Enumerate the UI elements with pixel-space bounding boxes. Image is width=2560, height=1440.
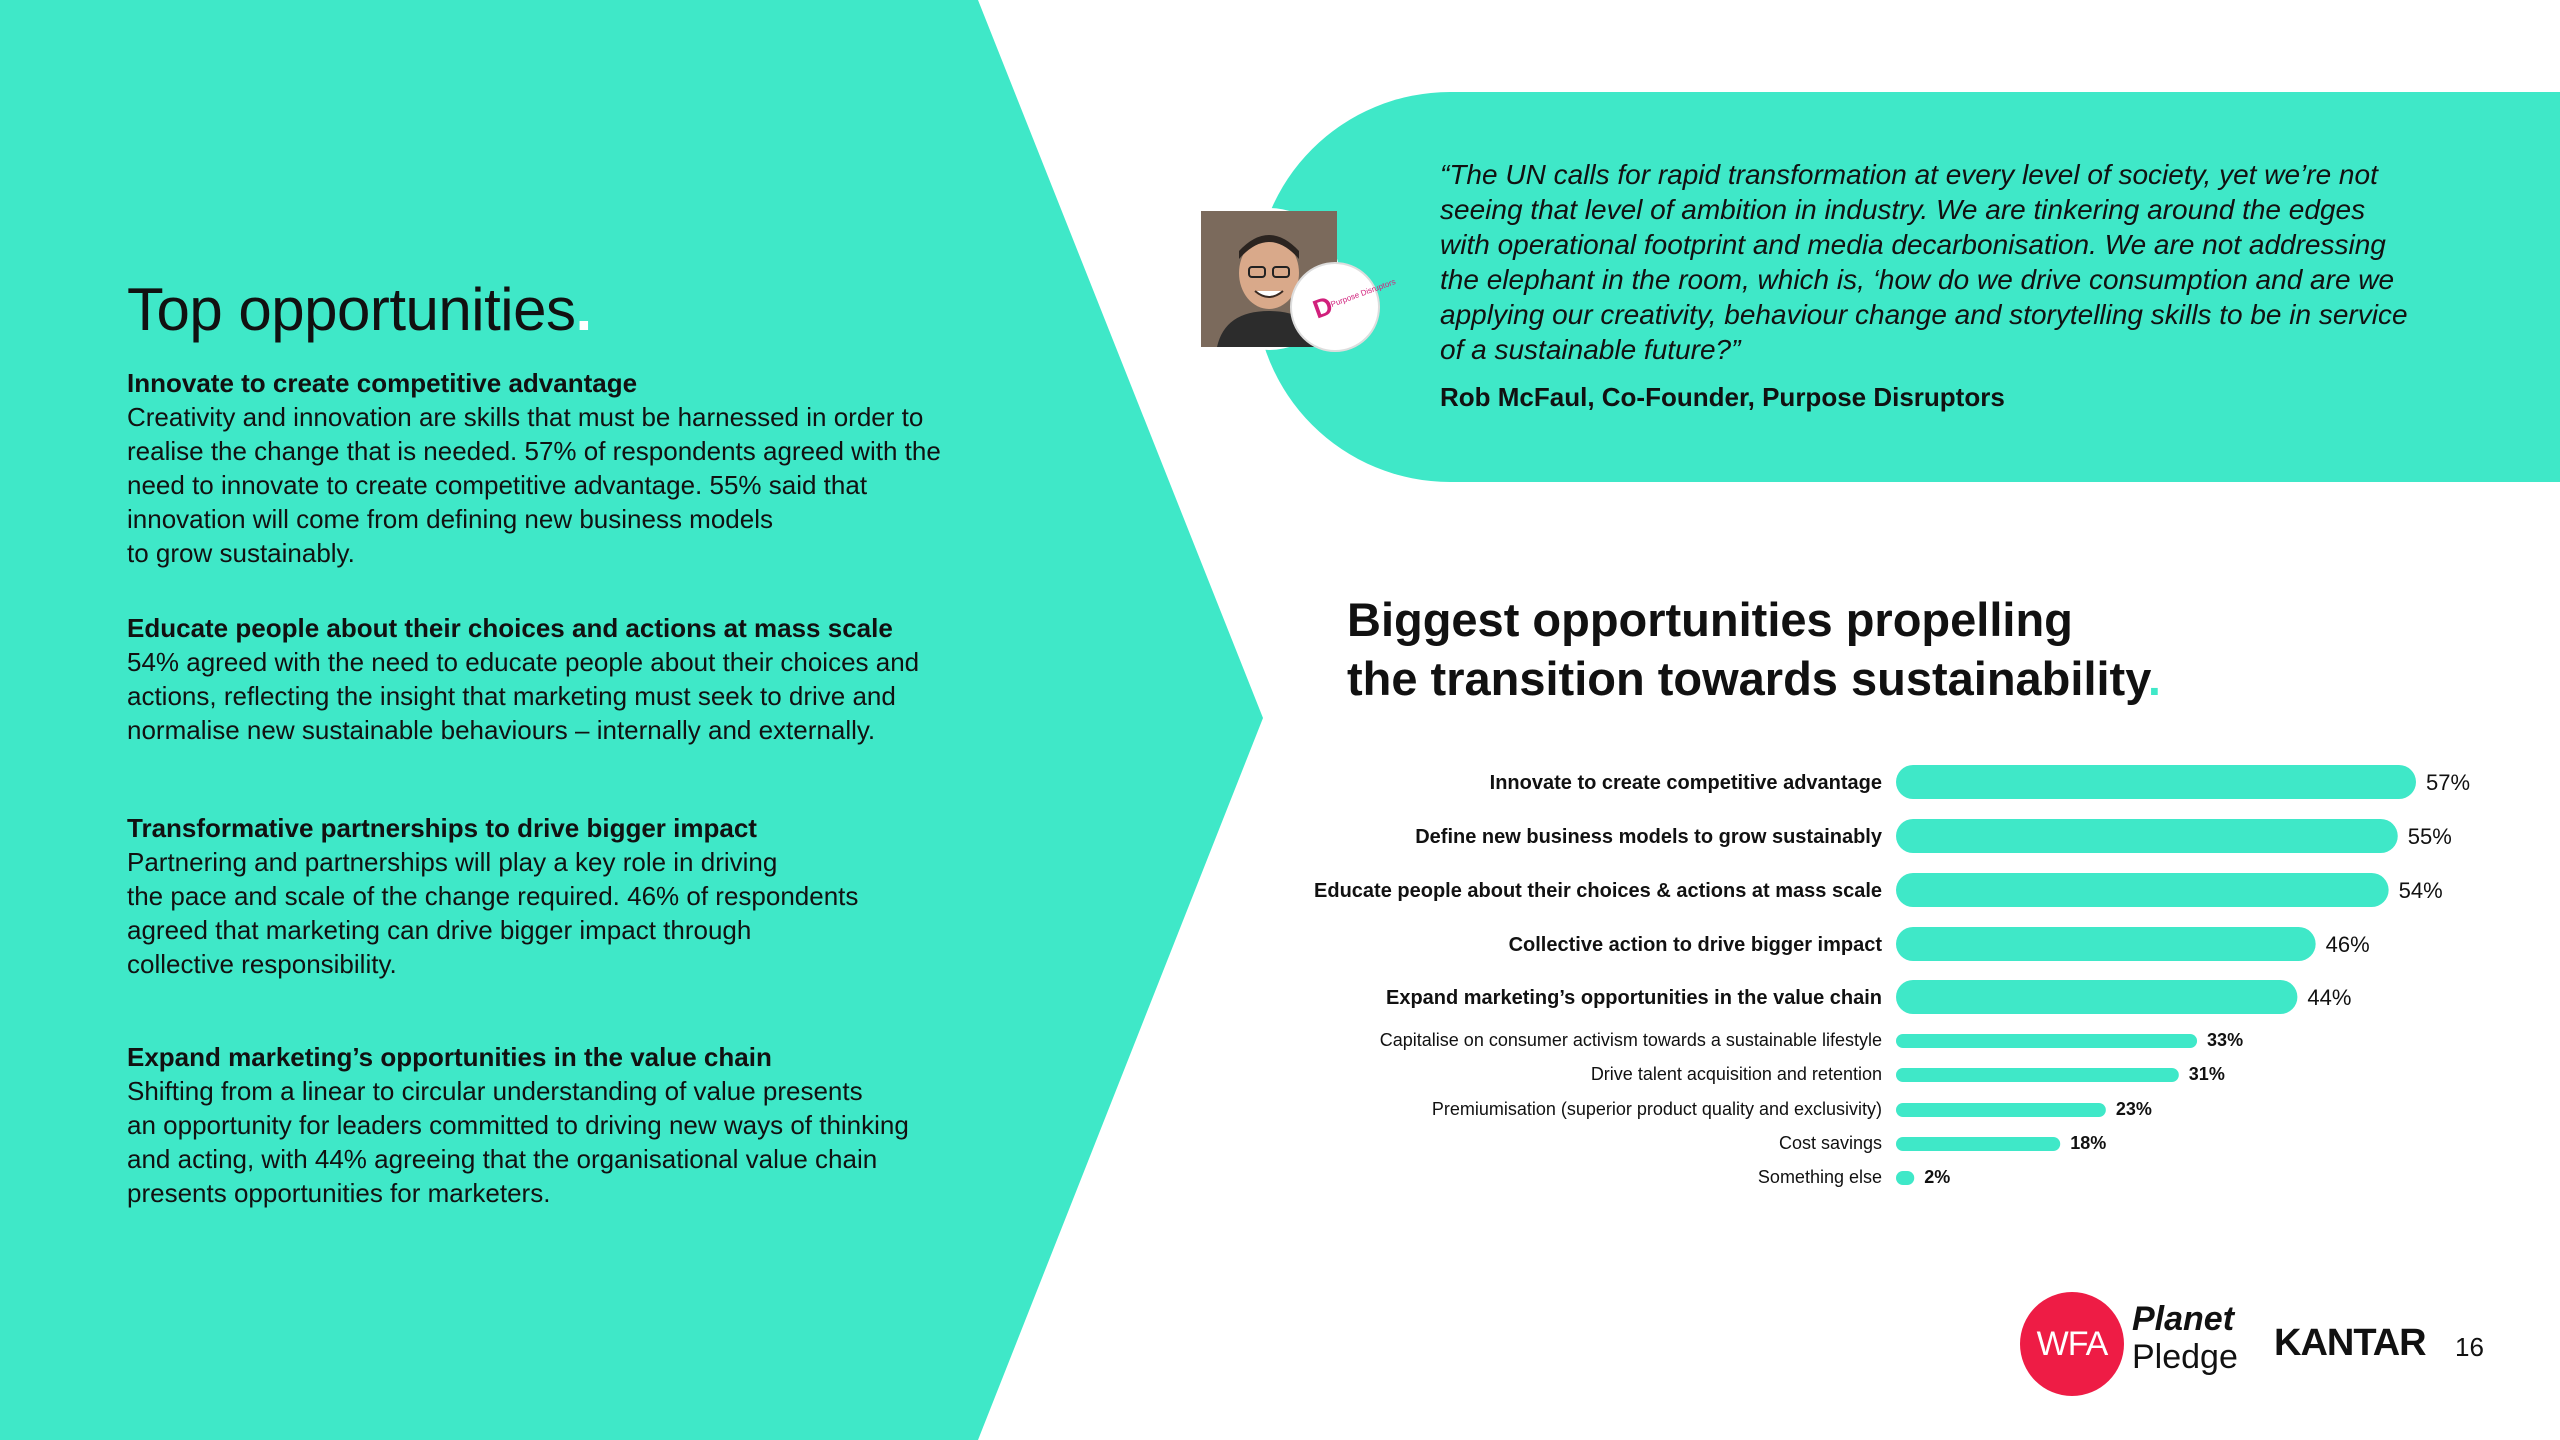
section-value-chain <box>127 1042 1047 1210</box>
value-label: 31% <box>2188 1064 2225 1084</box>
value-label: 44% <box>2307 985 2352 1010</box>
section-heading: Transformative partnerships to drive bigger impact <box>127 813 757 843</box>
value-label: 23% <box>2115 1099 2152 1119</box>
section-innovate <box>127 368 1047 570</box>
value-label: 57% <box>2426 770 2471 795</box>
section-body: 54% agreed with the need to educate people about their choices and actions, reflecting the insight that marketing must seek to drive and normalise new sustainable behaviours – internally and externally. <box>127 647 920 745</box>
bar <box>1896 1103 2106 1117</box>
section-heading: Educate people about their choices and actions at mass scale <box>127 613 893 643</box>
category-label: Collective action to drive bigger impact <box>1508 934 1882 956</box>
category-label: Expand marketing’s opportunities in the value chain <box>1385 987 1882 1009</box>
bar <box>1896 819 2398 853</box>
page-number: 16 <box>2455 1332 2484 1362</box>
planet-pledge-logo <box>2132 1300 2238 1376</box>
section-educate <box>127 613 1047 747</box>
value-label: 33% <box>2207 1030 2244 1050</box>
category-label: Cost savings <box>1778 1133 1882 1153</box>
category-label: Innovate to create competitive advantage <box>1489 772 1882 794</box>
value-label: 55% <box>2407 824 2452 849</box>
planet-text: Planet <box>2132 1300 2235 1338</box>
quote-text: “The UN calls for rapid transformation at every level of society, yet we’re not seeing that level of ambition in industry. We are tinkering around the edges with operational footprint and media decarbonisation. We are not addressing the elephant in the room, which is, ‘how do we drive consumption and are we applying our creativity, behaviour change and storytelling skills to be in service of a sustainable future?” <box>1440 159 2408 365</box>
quote-panel <box>1255 92 2560 482</box>
section-heading: Expand marketing’s opportunities in the value chain <box>127 1042 772 1072</box>
section-body: Creativity and innovation are skills that must be harnessed in order to realise the change that is needed. 57% of respondents agreed with the need to innovate to create competitive advantage. 55% said that innovation will come from defining new business models to grow sustainably. <box>127 402 941 568</box>
value-label: 54% <box>2398 878 2443 903</box>
bar <box>1896 873 2389 907</box>
value-label: 2% <box>1924 1167 1951 1187</box>
category-label: Premiumisation (superior product quality and exclusivity) <box>1431 1099 1882 1119</box>
purpose-disruptors-logo-icon <box>1292 264 1397 350</box>
pledge-text: Pledge <box>2132 1338 2238 1376</box>
bar <box>1896 1171 1914 1185</box>
bar <box>1896 927 2316 961</box>
category-label: Something else <box>1757 1167 1882 1187</box>
category-label: Drive talent acquisition and retention <box>1590 1064 1882 1084</box>
bar <box>1896 1137 2060 1151</box>
left-panel <box>127 270 1047 1208</box>
title-dot: . <box>575 276 592 343</box>
kantar-logo: KANTAR <box>2274 1322 2426 1364</box>
section-heading: Innovate to create competitive advantage <box>127 368 638 398</box>
page-title: Top opportunities. <box>127 276 592 343</box>
category-label: Capitalise on consumer activism towards a sustainable lifestyle <box>1379 1030 1882 1050</box>
section-body: Shifting from a linear to circular understanding of value presents an opportunity for leaders committed to driving new ways of thinking and acting, with 44% agreeing that the organisational value chain presents opportunities for marketers. <box>127 1076 909 1208</box>
section-body: Partnering and partnerships will play a key role in driving the pace and scale of the change required. 46% of respondents agreed that marketing can drive bigger impact through collective responsibility. <box>127 847 859 979</box>
opportunities-bar-chart <box>1280 750 2520 1200</box>
chart-title-dot: . <box>2147 652 2161 705</box>
category-label: Define new business models to grow sustainably <box>1415 826 1882 848</box>
quote-author: Rob McFaul, Co-Founder, Purpose Disruptors <box>1440 382 2005 412</box>
bar <box>1896 765 2416 799</box>
value-label: 18% <box>2070 1133 2107 1153</box>
bar <box>1896 1034 2197 1048</box>
svg-text:D: D <box>1308 289 1337 325</box>
chart-title: Biggest opportunities propelling the transition towards sustainability. <box>1347 593 2161 705</box>
wfa-logo: WFA <box>2020 1292 2124 1396</box>
bar <box>1896 980 2297 1014</box>
bar <box>1896 1068 2179 1082</box>
purpose-disruptors-logo <box>1290 262 1397 352</box>
svg-text:Purpose Disruptors: Purpose Disruptors <box>1329 277 1397 309</box>
section-partnerships <box>127 813 1047 981</box>
value-label: 46% <box>2325 932 2370 957</box>
category-label: Educate people about their choices & actions at mass scale <box>1314 880 1882 902</box>
